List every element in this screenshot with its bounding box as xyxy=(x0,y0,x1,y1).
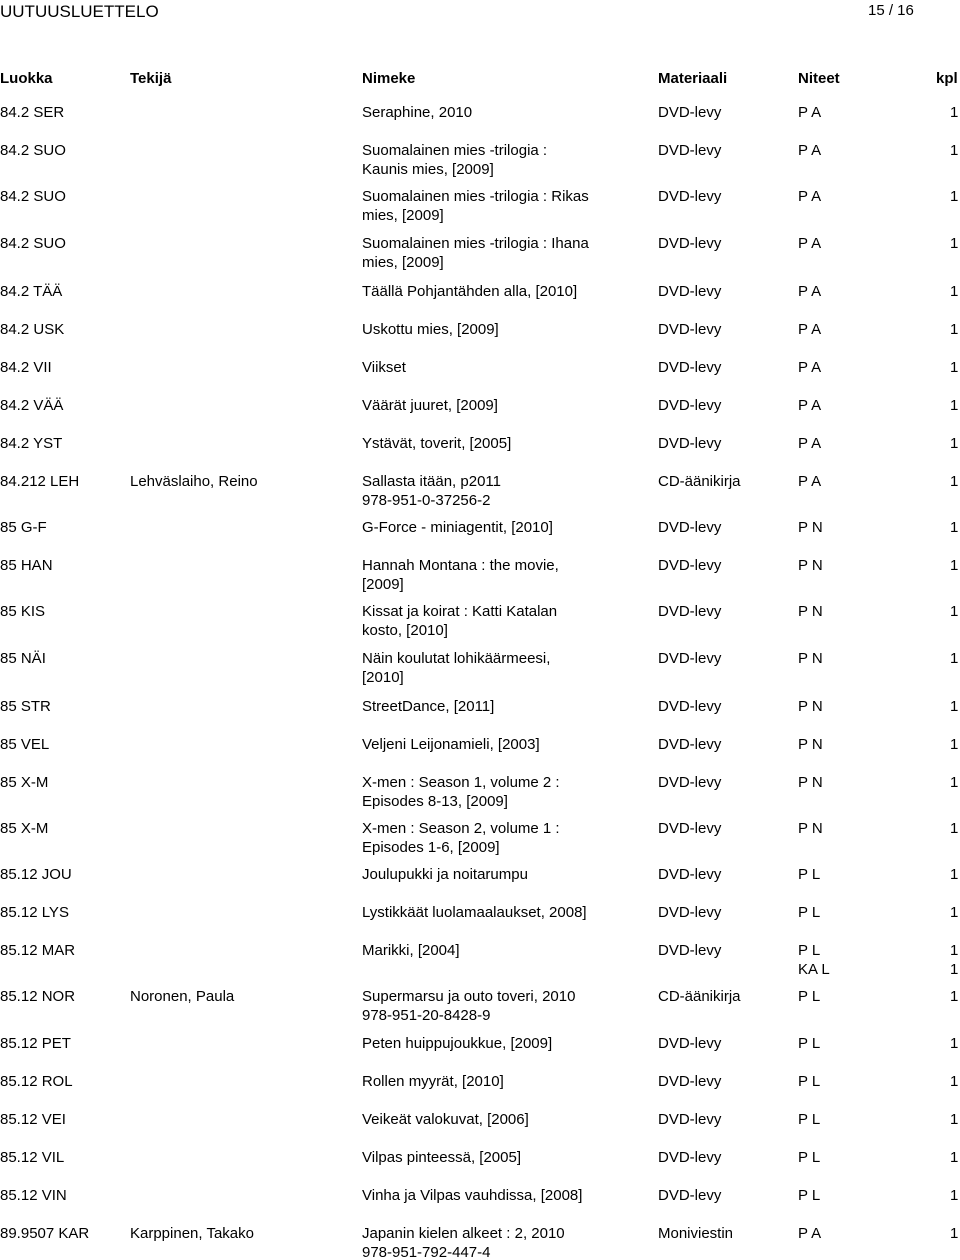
nimeke-line: mies, [2009] xyxy=(362,254,444,271)
luokka-cell: 85.12 PET xyxy=(0,1035,71,1052)
nimeke-cell xyxy=(362,282,602,301)
kpl-line: 1 xyxy=(950,866,959,883)
luokka-cell: 85 X-M xyxy=(0,774,49,791)
luokka-cell: 85 HAN xyxy=(0,557,53,574)
kpl-cell xyxy=(950,735,958,754)
nimeke-line: Peten huippujoukkue, [2009] xyxy=(362,1035,553,1052)
nimeke-cell xyxy=(362,518,602,537)
luokka-cell: 85 VEL xyxy=(0,736,50,753)
luokka-cell: 85 KIS xyxy=(0,603,46,620)
nimeke-cell xyxy=(362,987,602,1025)
materiaali-cell: DVD-levy xyxy=(658,603,722,620)
nimeke-line: Seraphine, 2010 xyxy=(362,104,473,121)
nimeke-cell xyxy=(362,187,602,225)
niteet-cell xyxy=(798,141,821,160)
nimeke-line: Vinha ja Vilpas vauhdissa, [2008] xyxy=(362,1187,583,1204)
materiaali-cell: DVD-levy xyxy=(658,1111,722,1128)
materiaali-cell: DVD-levy xyxy=(658,1073,722,1090)
kpl-cell xyxy=(950,903,958,922)
niteet-cell xyxy=(798,320,821,339)
materiaali-cell: DVD-levy xyxy=(658,650,722,667)
kpl-line: 1 xyxy=(950,650,959,667)
kpl-line: 1 xyxy=(950,557,959,574)
nimeke-line: Suomalainen mies -trilogia : Ihana xyxy=(362,235,589,252)
nimeke-cell xyxy=(362,941,602,960)
kpl-cell xyxy=(950,282,958,301)
nimeke-line: 978-951-20-8428-9 xyxy=(362,1007,491,1024)
niteet-line: P A xyxy=(798,321,822,338)
niteet-line: P A xyxy=(798,188,822,205)
nimeke-cell xyxy=(362,556,602,594)
kpl-cell xyxy=(950,1034,958,1053)
niteet-line: P L xyxy=(798,1073,821,1090)
niteet-cell xyxy=(798,1148,820,1167)
nimeke-line: Supermarsu ja outo toveri, 2010 xyxy=(362,988,576,1005)
page-title: UUTUUSLUETTELO xyxy=(0,2,159,21)
niteet-line: P N xyxy=(798,774,823,791)
nimeke-line: Suomalainen mies -trilogia : xyxy=(362,142,548,159)
kpl-line: 1 xyxy=(950,359,959,376)
nimeke-cell xyxy=(362,1224,602,1260)
materiaali-cell: DVD-levy xyxy=(658,820,722,837)
niteet-cell xyxy=(798,187,821,206)
kpl-cell xyxy=(950,697,958,716)
nimeke-line: Täällä Pohjantähden alla, [2010] xyxy=(362,283,578,300)
column-header-niteet: Niteet xyxy=(798,70,840,87)
nimeke-cell xyxy=(362,865,602,884)
kpl-line: 1 xyxy=(950,820,959,837)
niteet-cell xyxy=(798,819,823,838)
niteet-line: P L xyxy=(798,1149,821,1166)
materiaali-cell: DVD-levy xyxy=(658,1149,722,1166)
nimeke-cell xyxy=(362,649,602,687)
nimeke-line: Uskottu mies, [2009] xyxy=(362,321,499,338)
materiaali-cell: CD-äänikirja xyxy=(658,473,741,490)
kpl-line: 1 xyxy=(950,774,959,791)
kpl-cell xyxy=(950,320,958,339)
niteet-cell xyxy=(798,1186,820,1205)
nimeke-line: G-Force - miniagentit, [2010] xyxy=(362,519,553,536)
kpl-cell xyxy=(950,434,958,453)
niteet-cell xyxy=(798,941,830,979)
luokka-cell: 84.2 SUO xyxy=(0,188,66,205)
nimeke-line: Japanin kielen alkeet : 2, 2010 xyxy=(362,1225,565,1242)
kpl-cell xyxy=(950,472,958,491)
materiaali-cell: DVD-levy xyxy=(658,435,722,452)
nimeke-line: Joulupukki ja noitarumpu xyxy=(362,866,528,883)
niteet-cell xyxy=(798,518,823,537)
nimeke-line: Hannah Montana : the movie, xyxy=(362,557,559,574)
kpl-line: 1 xyxy=(950,603,959,620)
nimeke-line: Sallasta itään, p2011 xyxy=(362,473,501,490)
kpl-cell xyxy=(950,773,958,792)
materiaali-cell: DVD-levy xyxy=(658,1035,722,1052)
nimeke-line: Väärät juuret, [2009] xyxy=(362,397,498,414)
niteet-cell xyxy=(798,358,821,377)
tekija-cell: Noronen, Paula xyxy=(130,988,235,1005)
materiaali-cell: DVD-levy xyxy=(658,774,722,791)
materiaali-cell: DVD-levy xyxy=(658,397,722,414)
niteet-line: P N xyxy=(798,820,823,837)
kpl-cell xyxy=(950,649,958,668)
kpl-cell xyxy=(950,187,958,206)
luokka-cell: 85 X-M xyxy=(0,820,49,837)
luokka-cell: 85.12 ROL xyxy=(0,1073,73,1090)
luokka-cell: 84.2 YST xyxy=(0,435,63,452)
nimeke-line: Ystävät, toverit, [2005] xyxy=(362,435,512,452)
nimeke-line: mies, [2009] xyxy=(362,207,444,224)
nimeke-line: StreetDance, [2011] xyxy=(362,698,495,715)
niteet-cell xyxy=(798,282,821,301)
niteet-line: P A xyxy=(798,435,822,452)
kpl-line: 1 xyxy=(950,988,959,1005)
niteet-line: P A xyxy=(798,397,822,414)
column-header-tekija: Tekijä xyxy=(130,70,172,87)
nimeke-cell xyxy=(362,1110,602,1129)
column-header-kpl: kpl xyxy=(936,70,958,87)
niteet-line: P L xyxy=(798,988,821,1005)
nimeke-line: Kaunis mies, [2009] xyxy=(362,161,494,178)
nimeke-line: Kissat ja koirat : Katti Katalan xyxy=(362,603,558,620)
kpl-line: 1 xyxy=(950,1187,959,1204)
niteet-line: P N xyxy=(798,736,823,753)
luokka-cell: 85.12 LYS xyxy=(0,904,69,921)
niteet-line: P L xyxy=(798,1035,821,1052)
luokka-cell: 85.12 JOU xyxy=(0,866,72,883)
materiaali-cell: DVD-levy xyxy=(658,942,722,959)
kpl-cell xyxy=(950,358,958,377)
kpl-cell xyxy=(950,234,958,253)
materiaali-cell: DVD-levy xyxy=(658,235,722,252)
nimeke-cell xyxy=(362,1034,602,1053)
nimeke-cell xyxy=(362,1072,602,1091)
kpl-line: 1 xyxy=(950,321,959,338)
nimeke-line: X-men : Season 1, volume 2 : xyxy=(362,774,560,791)
kpl-line: 1 xyxy=(950,188,959,205)
materiaali-cell: DVD-levy xyxy=(658,904,722,921)
kpl-line: 1 xyxy=(950,1111,959,1128)
niteet-cell xyxy=(798,865,820,884)
nimeke-cell xyxy=(362,396,602,415)
kpl-line: 1 xyxy=(950,736,959,753)
luokka-cell: 85.12 MAR xyxy=(0,942,76,959)
niteet-line: P L xyxy=(798,1187,821,1204)
materiaali-cell: DVD-levy xyxy=(658,736,722,753)
niteet-cell xyxy=(798,987,820,1006)
nimeke-cell xyxy=(362,434,602,453)
niteet-line: P N xyxy=(798,603,823,620)
niteet-line: KA L xyxy=(798,961,830,978)
niteet-cell xyxy=(798,649,823,668)
luokka-cell: 84.2 USK xyxy=(0,321,65,338)
niteet-line: P A xyxy=(798,283,822,300)
kpl-cell xyxy=(950,1186,958,1205)
niteet-line: P A xyxy=(798,104,822,121)
nimeke-line: Näin koulutat lohikäärmeesi, xyxy=(362,650,551,667)
nimeke-line: 978-951-0-37256-2 xyxy=(362,492,491,509)
luokka-cell: 85.12 VEI xyxy=(0,1111,66,1128)
nimeke-cell xyxy=(362,358,602,377)
materiaali-cell: DVD-levy xyxy=(658,557,722,574)
kpl-line: 1 xyxy=(950,235,959,252)
kpl-cell xyxy=(950,1072,958,1091)
kpl-cell xyxy=(950,1110,958,1129)
luokka-cell: 85 STR xyxy=(0,698,51,715)
kpl-cell xyxy=(950,141,958,160)
materiaali-cell: DVD-levy xyxy=(658,321,722,338)
materiaali-cell: DVD-levy xyxy=(658,359,722,376)
nimeke-cell xyxy=(362,602,602,640)
kpl-line: 1 xyxy=(950,142,959,159)
nimeke-cell xyxy=(362,1148,602,1167)
nimeke-cell xyxy=(362,234,602,272)
niteet-line: P N xyxy=(798,557,823,574)
niteet-line: P L xyxy=(798,904,821,921)
niteet-line: P L xyxy=(798,942,821,959)
nimeke-cell xyxy=(362,903,602,922)
nimeke-cell xyxy=(362,735,602,754)
column-header-luokka: Luokka xyxy=(0,70,53,87)
kpl-cell xyxy=(950,865,958,884)
kpl-cell xyxy=(950,396,958,415)
nimeke-line: Viikset xyxy=(362,359,406,376)
luokka-cell: 84.2 VII xyxy=(0,359,52,376)
nimeke-cell xyxy=(362,103,602,122)
luokka-cell: 85.12 VIL xyxy=(0,1149,65,1166)
kpl-line: 1 xyxy=(950,698,959,715)
niteet-line: P A xyxy=(798,235,822,252)
nimeke-line: Marikki, [2004] xyxy=(362,942,460,959)
nimeke-cell xyxy=(362,1186,602,1205)
kpl-line: 1 xyxy=(950,435,959,452)
materiaali-cell: DVD-levy xyxy=(658,188,722,205)
luokka-cell: 84.212 LEH xyxy=(0,473,80,490)
materiaali-cell: DVD-levy xyxy=(658,866,722,883)
nimeke-line: Lystikkäät luolamaalaukset, 2008] xyxy=(362,904,587,921)
nimeke-line: 978-951-792-447-4 xyxy=(362,1244,491,1260)
niteet-cell xyxy=(798,103,821,122)
kpl-line: 1 xyxy=(950,397,959,414)
materiaali-cell: DVD-levy xyxy=(658,104,722,121)
niteet-cell xyxy=(798,434,821,453)
nimeke-cell xyxy=(362,141,602,179)
kpl-line: 1 xyxy=(950,904,959,921)
niteet-cell xyxy=(798,1034,820,1053)
kpl-cell xyxy=(950,602,958,621)
luokka-cell: 89.9507 KAR xyxy=(0,1225,90,1242)
niteet-line: P L xyxy=(798,1111,821,1128)
nimeke-line: Rollen myyrät, [2010] xyxy=(362,1073,504,1090)
kpl-cell xyxy=(950,103,958,122)
nimeke-line: X-men : Season 2, volume 1 : xyxy=(362,820,560,837)
niteet-cell xyxy=(798,697,823,716)
kpl-line: 1 xyxy=(950,519,959,536)
luokka-cell: 84.2 TÄÄ xyxy=(0,283,63,300)
niteet-cell xyxy=(798,1072,820,1091)
luokka-cell: 84.2 SUO xyxy=(0,142,66,159)
niteet-cell xyxy=(798,472,821,491)
niteet-line: P A xyxy=(798,473,822,490)
niteet-cell xyxy=(798,396,821,415)
luokka-cell: 85.12 VIN xyxy=(0,1187,67,1204)
kpl-line: 1 xyxy=(950,1073,959,1090)
kpl-cell xyxy=(950,556,958,575)
niteet-cell xyxy=(798,1110,820,1129)
niteet-cell xyxy=(798,234,821,253)
nimeke-line: Veljeni Leijonamieli, [2003] xyxy=(362,736,540,753)
niteet-line: P N xyxy=(798,650,823,667)
nimeke-cell xyxy=(362,472,602,510)
kpl-line: 1 xyxy=(950,1149,959,1166)
kpl-line: 1 xyxy=(950,104,959,121)
materiaali-cell: DVD-levy xyxy=(658,142,722,159)
nimeke-cell xyxy=(362,320,602,339)
nimeke-line: [2009] xyxy=(362,576,404,593)
niteet-line: P L xyxy=(798,866,821,883)
column-header-materiaali: Materiaali xyxy=(658,70,728,87)
luokka-cell: 84.2 SER xyxy=(0,104,65,121)
kpl-line: 1 xyxy=(950,942,959,959)
niteet-cell xyxy=(798,903,820,922)
kpl-line: 1 xyxy=(950,473,959,490)
nimeke-cell xyxy=(362,773,602,811)
kpl-cell xyxy=(950,518,958,537)
niteet-line: P A xyxy=(798,1225,822,1242)
niteet-line: P N xyxy=(798,698,823,715)
niteet-line: P N xyxy=(798,519,823,536)
kpl-cell xyxy=(950,1148,958,1167)
materiaali-cell: DVD-levy xyxy=(658,1187,722,1204)
page-number: 15 / 16 xyxy=(868,2,914,19)
nimeke-line: [2010] xyxy=(362,669,404,686)
materiaali-cell: DVD-levy xyxy=(658,698,722,715)
tekija-cell: Karppinen, Takako xyxy=(130,1225,254,1242)
column-header-nimeke: Nimeke xyxy=(362,70,416,87)
luokka-cell: 84.2 VÄÄ xyxy=(0,397,64,414)
niteet-line: P A xyxy=(798,142,822,159)
kpl-line: 1 xyxy=(950,1225,959,1242)
niteet-cell xyxy=(798,1224,821,1243)
nimeke-line: Suomalainen mies -trilogia : Rikas xyxy=(362,188,589,205)
materiaali-cell: DVD-levy xyxy=(658,283,722,300)
niteet-cell xyxy=(798,602,823,621)
nimeke-cell xyxy=(362,819,602,857)
kpl-line: 1 xyxy=(950,961,959,978)
niteet-cell xyxy=(798,773,823,792)
nimeke-line: Vilpas pinteessä, [2005] xyxy=(362,1149,522,1166)
luokka-cell: 85 NÄI xyxy=(0,650,46,667)
kpl-cell xyxy=(950,1224,958,1243)
nimeke-line: Episodes 8-13, [2009] xyxy=(362,793,508,810)
materiaali-cell: Moniviestin xyxy=(658,1225,734,1242)
nimeke-line: kosto, [2010] xyxy=(362,622,448,639)
niteet-cell xyxy=(798,735,823,754)
luokka-cell: 84.2 SUO xyxy=(0,235,66,252)
kpl-line: 1 xyxy=(950,283,959,300)
niteet-cell xyxy=(798,556,823,575)
tekija-cell: Lehväslaiho, Reino xyxy=(130,473,258,490)
nimeke-line: Episodes 1-6, [2009] xyxy=(362,839,500,856)
kpl-cell xyxy=(950,819,958,838)
niteet-line: P A xyxy=(798,359,822,376)
kpl-cell xyxy=(950,987,958,1006)
luokka-cell: 85 G-F xyxy=(0,519,47,536)
materiaali-cell: CD-äänikirja xyxy=(658,988,741,1005)
nimeke-cell xyxy=(362,697,602,716)
kpl-line: 1 xyxy=(950,1035,959,1052)
nimeke-line: Veikeät valokuvat, [2006] xyxy=(362,1111,529,1128)
kpl-cell xyxy=(950,941,958,979)
luokka-cell: 85.12 NOR xyxy=(0,988,76,1005)
materiaali-cell: DVD-levy xyxy=(658,519,722,536)
